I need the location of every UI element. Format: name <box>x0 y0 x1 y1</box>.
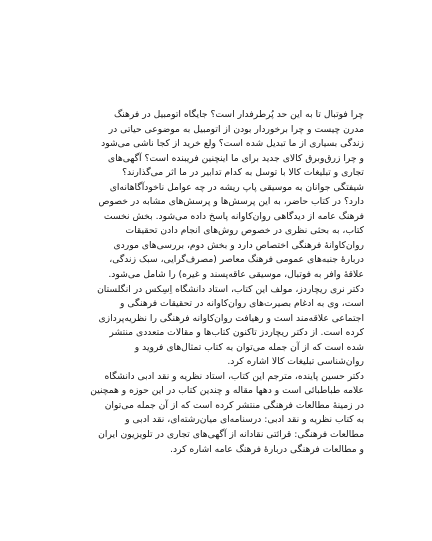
text-line: شیفتگی جوانان به موسیقی پاپ ریشه در چه عوامل ناخودآگاهانه‌ای <box>109 181 364 193</box>
text-line: کتاب، به بحثی نظری در خصوص روش‌های انجام دادن تحقیقات <box>125 225 364 237</box>
paragraph-translator <box>78 370 364 457</box>
text-line: فرهنگ عامه از دیدگاهی روان‌کاوانه پاسخ داده می‌شود. بخش نخست <box>103 210 364 222</box>
text-line: و مطالعات فرهنگی دربارهٔ فرهنگ عامه اشاره کرد. <box>170 443 364 455</box>
text-line: دارد؟ در کتاب حاضر، به این پرسش‌ها و پرسش‌های مشابه در خصوص <box>98 196 364 208</box>
text-line: مدرن چیست و چرا برخوردار بودن از اتومبیل به موضوعی حیاتی در <box>108 123 364 135</box>
text-line: علامه طباطبائی است و دهها مقاله و چندین کتاب در این حوزه و همچنین <box>90 385 364 397</box>
text-line: روان‌شناسی تبلیغات کالا اشاره کرد. <box>227 356 364 368</box>
text-line: است، وی به ادغام بصیرت‌های روان‌کاوانه در تحقیقات فرهنگی و <box>119 298 364 310</box>
text-line: و چرا زرق‌وبرق کالای جدید برای ما اینچنین فریبنده است؟ آگهی‌های <box>107 152 364 164</box>
paragraph-author <box>78 283 364 370</box>
text-line: اجتماعی علاقه‌مند است و رهیافت روان‌کاوانه فرهنگی را نظریه‌پردازی <box>98 312 364 324</box>
text-line: زندگی بسیاری از ما تبدیل شده است؟ ولع خرید از کجا ناشی می‌شود <box>101 138 364 150</box>
paragraph-intro <box>78 108 364 283</box>
text-line: شده است که از آن جمله می‌توان به کتاب تمثال‌های فروید و <box>134 341 364 353</box>
text-line: روان‌کاوانهٔ فرهنگی اختصاص دارد و بخش دوم، بررسی‌های موردی <box>113 239 364 251</box>
text-line: علاقهٔ وافر به فوتبال، موسیقی عاقه‌پسند و غیره) را شامل می‌شود. <box>108 269 364 281</box>
text-line: به کتاب نظریه و نقد ادبی: درسنامه‌ای میان‌رشته‌ای، نقد ادبی و <box>125 414 364 426</box>
text-line: مطالعات فرهنگی: قرائتی نقادانه از آگهی‌های تجاری در تلویزیون ایران <box>98 429 364 441</box>
back-cover-text <box>78 108 364 457</box>
text-line: تجاری و تبلیغات کالا با توسل به کدام تدابیر در ما اثر می‌گذارند؟ <box>122 167 364 179</box>
text-line: کرده است. از دکتر ریچاردز تاکنون کتاب‌ها و مقالات متعددی منتشر <box>109 327 364 339</box>
text-line: دکتر نری ریچاردز، مولف این کتاب، استاد دانشگاه اِسِکس در انگلستان <box>97 283 364 295</box>
text-line: دکتر حسین پاینده، مترجم این کتاب، استاد نظریه و نقد ادبی دانشگاه <box>104 370 364 382</box>
text-line: در زمینهٔ مطالعات فرهنگی منتشر کرده است که از آن جمله می‌توان <box>104 399 364 411</box>
text-line: دربارهٔ جنبه‌های عمومی فرهنگ معاصر (مصرف‌گرایی، سبک زندگی، <box>109 254 364 266</box>
text-line: چرا فوتبال تا به این حد پُرطرفدار است؟ جایگاه اتومبیل در فرهنگ <box>113 109 364 120</box>
